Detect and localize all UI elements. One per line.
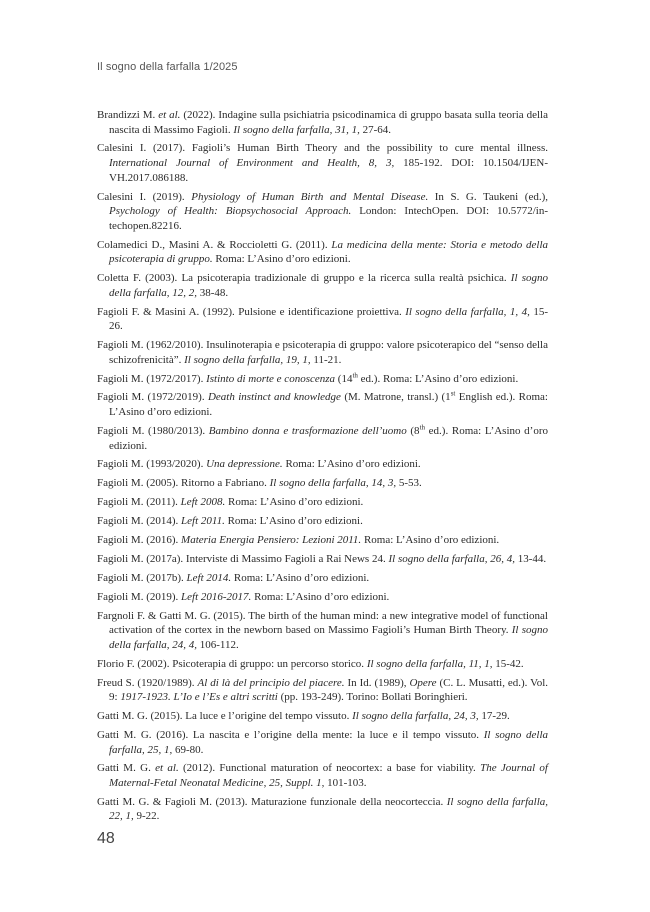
reference-text: 185-192. DOI: 10.1504/IJEN-VH.2017.086188. <box>109 157 548 184</box>
reference-text: (M. Matrone, transl.) (1 <box>340 391 451 404</box>
reference-text: ed.). Roma: L’Asino d’oro edizioni. <box>357 372 519 385</box>
reference-entry <box>97 271 548 300</box>
reference-italic-text: et al. <box>155 762 179 775</box>
reference-entry <box>97 761 548 790</box>
reference-text: Fargnoli F. & Gatti M. G. (2015). The birth of the human mind: a new integrative model of functional activation of the cortex in the newborn based on Massimo Fagioli’s Human Birth Theory. <box>97 609 548 637</box>
reference-text: Fagioli F. & Masini A. (1992). Pulsione e identificazione proiettiva. <box>97 305 406 318</box>
reference-entry <box>97 657 548 672</box>
reference-italic-text: Psychology of Health: Biopsychosocial Approach. <box>109 205 352 218</box>
reference-italic-text: Una depressione. <box>206 458 283 471</box>
reference-text: In S. G. Taukeni (ed.), <box>428 190 548 203</box>
reference-italic-text: Il sogno della farfalla, 14, 3, <box>269 477 397 490</box>
reference-italic-text: Bambino donna e trasformazione dell’uomo <box>208 424 407 437</box>
reference-text: Roma: L’Asino d’oro edizioni. <box>212 253 351 266</box>
reference-text: (8 <box>406 424 420 437</box>
reference-text: 15-26. <box>109 305 549 333</box>
reference-text: Freud S. (1920/1989). <box>97 676 198 689</box>
reference-entry <box>97 495 548 510</box>
reference-text: Fagioli M. (2005). Ritorno a Fabriano. <box>97 477 270 490</box>
reference-entry <box>97 709 548 724</box>
reference-italic-text: Death instinct and knowledge <box>207 391 341 404</box>
reference-italic-text: Il sogno della farfalla, 25, 1, <box>109 728 548 756</box>
reference-text: (14 <box>335 372 353 385</box>
reference-text: ed.). Roma: L’Asino d’oro edizioni. <box>109 424 548 452</box>
reference-italic-text: Al di là del principio del piacere. <box>197 676 345 689</box>
reference-italic-text: 1917-1923. L’Io e l’Es e altri scritti <box>120 691 278 704</box>
reference-text: Roma: L’Asino d’oro edizioni. <box>361 534 500 546</box>
reference-text: London: IntechOpen. DOI: 10.5772/in-techopen.82216. <box>109 205 549 232</box>
reference-italic-text: International Journal of Environment and Health, 8, 3, <box>109 157 395 170</box>
reference-text: Gatti M. G. <box>97 762 156 775</box>
reference-text: 5-53. <box>396 477 422 490</box>
reference-italic-text: Istinto di morte e conoscenza <box>206 372 336 385</box>
reference-text: Roma: L’Asino d’oro edizioni. <box>251 590 390 603</box>
reference-text: 13-44. <box>514 552 547 565</box>
reference-text: 101-103. <box>324 776 367 789</box>
reference-italic-text: Opere <box>409 676 437 689</box>
reference-text: Roma: L’Asino d’oro edizioni. <box>225 496 364 509</box>
reference-text: Fagioli M. (2017b). <box>97 571 187 584</box>
reference-entry <box>97 338 548 367</box>
reference-text: Gatti M. G. (2016). La nascita e l’origine della mente: la luce e il tempo vissuto. <box>97 728 484 741</box>
reference-entry <box>97 190 548 234</box>
running-header: Il sogno della farfalla 1/2025 <box>97 61 238 73</box>
reference-italic-text: Il sogno della farfalla, 1, 4, <box>405 305 530 318</box>
reference-text: Brandizzi M. <box>97 109 159 121</box>
reference-text: 9-22. <box>133 810 160 823</box>
reference-italic-text: Il sogno della farfalla, 24, 4, <box>109 624 548 651</box>
reference-text: 27-64. <box>359 123 392 136</box>
ordinal-suffix: th <box>419 423 426 432</box>
reference-italic-text: Left 2016-2017. <box>181 590 252 603</box>
reference-italic-text: Il sogno della farfalla, 19, 1, <box>184 353 311 366</box>
reference-text: Fagioli M. (1972/2019). <box>97 391 208 404</box>
reference-text: Calesini I. (2017). Fagioli’s Human Birth Theory and the possibility to cure mental illness. <box>97 142 548 155</box>
reference-italic-text: Materia Energia Pensiero: Lezioni 2011. <box>181 534 362 546</box>
reference-entry <box>97 590 548 605</box>
reference-entry <box>97 305 548 334</box>
reference-entry <box>97 728 548 757</box>
reference-entry <box>97 238 548 267</box>
reference-text: 38-48. <box>197 286 229 299</box>
reference-text: (2022). Indagine sulla psichiatria psicodinamica di gruppo basata sulla teoria della nascita di Massimo Fagioli. <box>109 109 548 136</box>
reference-text: (C. L. Musatti, ed.). Vol. 9: <box>109 676 548 704</box>
reference-text: 69-80. <box>172 743 204 756</box>
reference-entry <box>97 390 548 419</box>
reference-entry <box>97 424 548 453</box>
reference-italic-text: Left 2008. <box>180 496 226 509</box>
reference-text: 106-112. <box>197 638 239 651</box>
reference-text: Fagioli M. (1980/2013). <box>97 424 209 437</box>
reference-text: Roma: L’Asino d’oro edizioni. <box>224 515 363 528</box>
reference-text: 15-42. <box>492 657 524 670</box>
ordinal-suffix: th <box>352 370 358 379</box>
reference-italic-text: et al. <box>158 109 181 121</box>
ordinal-suffix: st <box>450 389 456 398</box>
page-number: 48 <box>97 830 115 847</box>
reference-italic-text: La medicina della mente: Storia e metodo della psicoterapia di gruppo. <box>109 238 549 266</box>
reference-text: Calesini I. (2019). <box>97 190 192 203</box>
reference-text: Fagioli M. (2011). <box>97 496 181 509</box>
reference-text: Fagioli M. (2016). <box>97 534 182 546</box>
reference-italic-text: Left 2011. <box>181 515 225 528</box>
reference-italic-text: Physiology of Human Birth and Mental Disease. <box>191 190 429 203</box>
reference-list <box>97 108 548 828</box>
reference-text: Fagioli M. (1972/2017). <box>97 372 207 385</box>
reference-entry <box>97 609 548 653</box>
reference-entry <box>97 552 548 567</box>
reference-italic-text: Il sogno della farfalla, 12, 2, <box>109 272 549 299</box>
reference-entry <box>97 795 548 824</box>
reference-italic-text: Il sogno della farfalla, 22, 1, <box>109 795 548 823</box>
reference-entry <box>97 372 548 387</box>
reference-italic-text: Left 2014. <box>186 571 232 584</box>
reference-text: 17-29. <box>478 710 510 723</box>
reference-entry <box>97 533 548 548</box>
reference-italic-text: Il sogno della farfalla, 24, 3, <box>352 710 479 723</box>
reference-text: In Id. (1989), <box>344 676 410 689</box>
reference-text: Fagioli M. (2019). <box>97 590 182 603</box>
reference-entry <box>97 514 548 529</box>
reference-text: 11-21. <box>310 353 342 366</box>
reference-text: English ed.). Roma: L’Asino d’oro edizioni. <box>109 391 548 419</box>
reference-italic-text: The Journal of Maternal-Fetal Neonatal Medicine, 25, Suppl. 1, <box>109 762 548 789</box>
reference-text: (2012). Functional maturation of neocortex: a base for viability. <box>178 762 481 775</box>
reference-entry <box>97 476 548 491</box>
reference-text: (pp. 193-249). Torino: Bollati Boringhieri. <box>277 691 468 704</box>
reference-text: Fagioli M. (2017a). Interviste di Massimo Fagioli a Rai News 24. <box>97 552 389 565</box>
reference-italic-text: Il sogno della farfalla, 31, 1, <box>233 123 360 136</box>
reference-text: Coletta F. (2003). La psicoterapia tradizionale di gruppo e la ricerca sulla realtà psichica. <box>97 272 511 285</box>
reference-text: Fagioli M. (1962/2010). Insulinoterapia e psicoterapia di gruppo: valore psicoterapico del “senso della schizofrenicità”. <box>97 339 548 366</box>
reference-entry <box>97 108 548 137</box>
reference-text: Gatti M. G. & Fagioli M. (2013). Maturazione funzionale della neocorteccia. <box>97 795 447 808</box>
reference-text: Roma: L’Asino d’oro edizioni. <box>231 571 370 584</box>
reference-text: Gatti M. G. (2015). La luce e l’origine del tempo vissuto. <box>97 710 353 723</box>
reference-italic-text: Il sogno della farfalla, 26, 4, <box>388 552 515 565</box>
reference-text: Colamedici D., Masini A. & Roccioletti G. (2011). <box>97 238 332 251</box>
reference-text: Fagioli M. (1993/2020). <box>97 458 207 471</box>
reference-entry <box>97 676 548 705</box>
reference-text: Fagioli M. (2014). <box>97 515 182 528</box>
reference-italic-text: Il sogno della farfalla, 11, 1, <box>366 657 493 670</box>
reference-entry <box>97 457 548 472</box>
reference-entry <box>97 141 548 185</box>
reference-text: Roma: L’Asino d’oro edizioni. <box>282 458 421 471</box>
reference-entry <box>97 571 548 586</box>
reference-text: Florio F. (2002). Psicoterapia di gruppo: un percorso storico. <box>97 657 367 670</box>
